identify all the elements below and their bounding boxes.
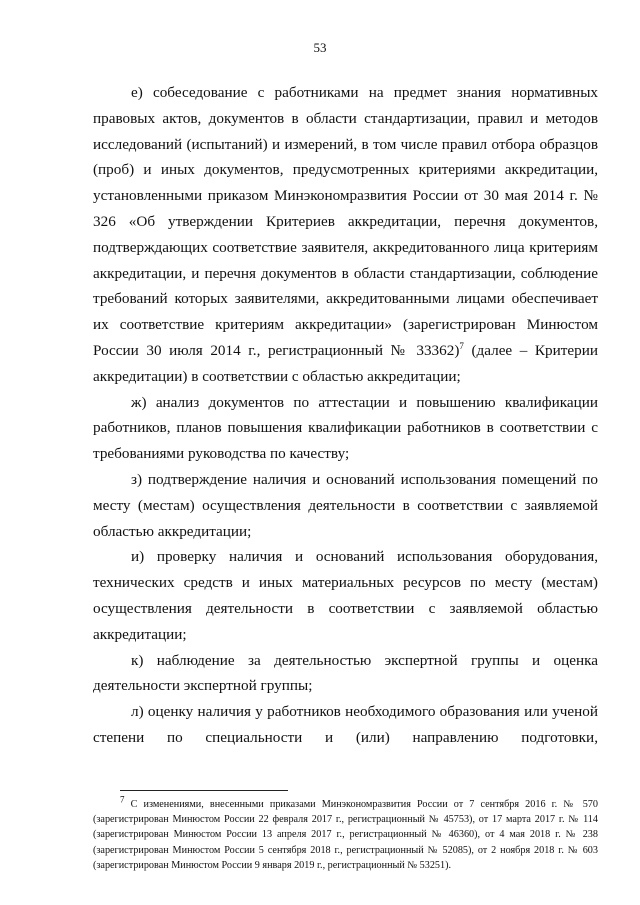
- page-number: 53: [313, 40, 327, 55]
- paragraph-e-tail: (далее – Критерии аккредитации) в соответствии с областью аккредитации;: [93, 341, 598, 385]
- paragraph-e-text: е) собеседование с работниками на предмет знания нормативных правовых актов, документов в области стандартизации, правил и методов исследований (испытаний) и измерений, в том числе правил отбора образцов (проб) и иных документов, предусмотренных критериями аккредитации, установленными приказом Минэкономразвития России от 30 мая 2014 г. № 326 «Об утверждении Критериев аккредитации, перечня документов, подтверждающих соответствие заявителя, аккредитованного лица критериям аккредитации, и перечня документов в области стандартизации, соблюдение требований которых заявителями, аккредитованными лицами обеспечивает их соответствие критериям аккредитации» (зарегистрирован Минюстом России 30 июля 2014 г., регистрационный № 33362): [93, 84, 598, 359]
- paragraph-l: л) оценку наличия у работников необходимого образования или ученой степени по специальности и (или) направлению подготовки,: [93, 703, 598, 746]
- footnote-reference: 7: [459, 340, 464, 351]
- paragraph-k: к) наблюдение за деятельностью экспертной группы и оценка деятельности экспертной группы;: [93, 651, 598, 695]
- paragraph-zh: ж) анализ документов по аттестации и повышению квалификации работников, планов повышения квалификации работников в соответствии с требованиями руководства по качеству;: [93, 393, 598, 463]
- footnote-text: С изменениями, внесенными приказами Минэкономразвития России от 7 сентября 2016 г. № 570 (зарегистрирован Минюстом России 22 февраля 2017 г., регистрационный № 45753), от 17 марта 2017 г. № 114 (зарегистрирован Минюстом России 13 апреля 2017 г., регистрационный № 46360), от 4 мая 2018 г. № 238 (зарегистрирован Минюстом России 5 сентября 2018 г., регистрационный № 52085), от 2 ноября 2018 г. № 603 (зарегистрирован Минюстом России 9 января 2019 г., регистрационный № 53251).: [93, 799, 598, 871]
- document-body: [93, 80, 598, 751]
- footnote-separator: [120, 790, 288, 791]
- footnote: [93, 794, 598, 873]
- paragraph-z: з) подтверждение наличия и оснований использования помещений по месту (местам) осуществления деятельности в соответствии с заявляемой областью аккредитации;: [93, 470, 598, 540]
- paragraph-i: и) проверку наличия и оснований использования оборудования, технических средств и иных материальных ресурсов по месту (местам) осуществления деятельности в соответствии с заявляемой областью аккредитации;: [93, 548, 598, 643]
- paragraph-e: [93, 80, 598, 390]
- footnote-marker: 7: [120, 794, 125, 805]
